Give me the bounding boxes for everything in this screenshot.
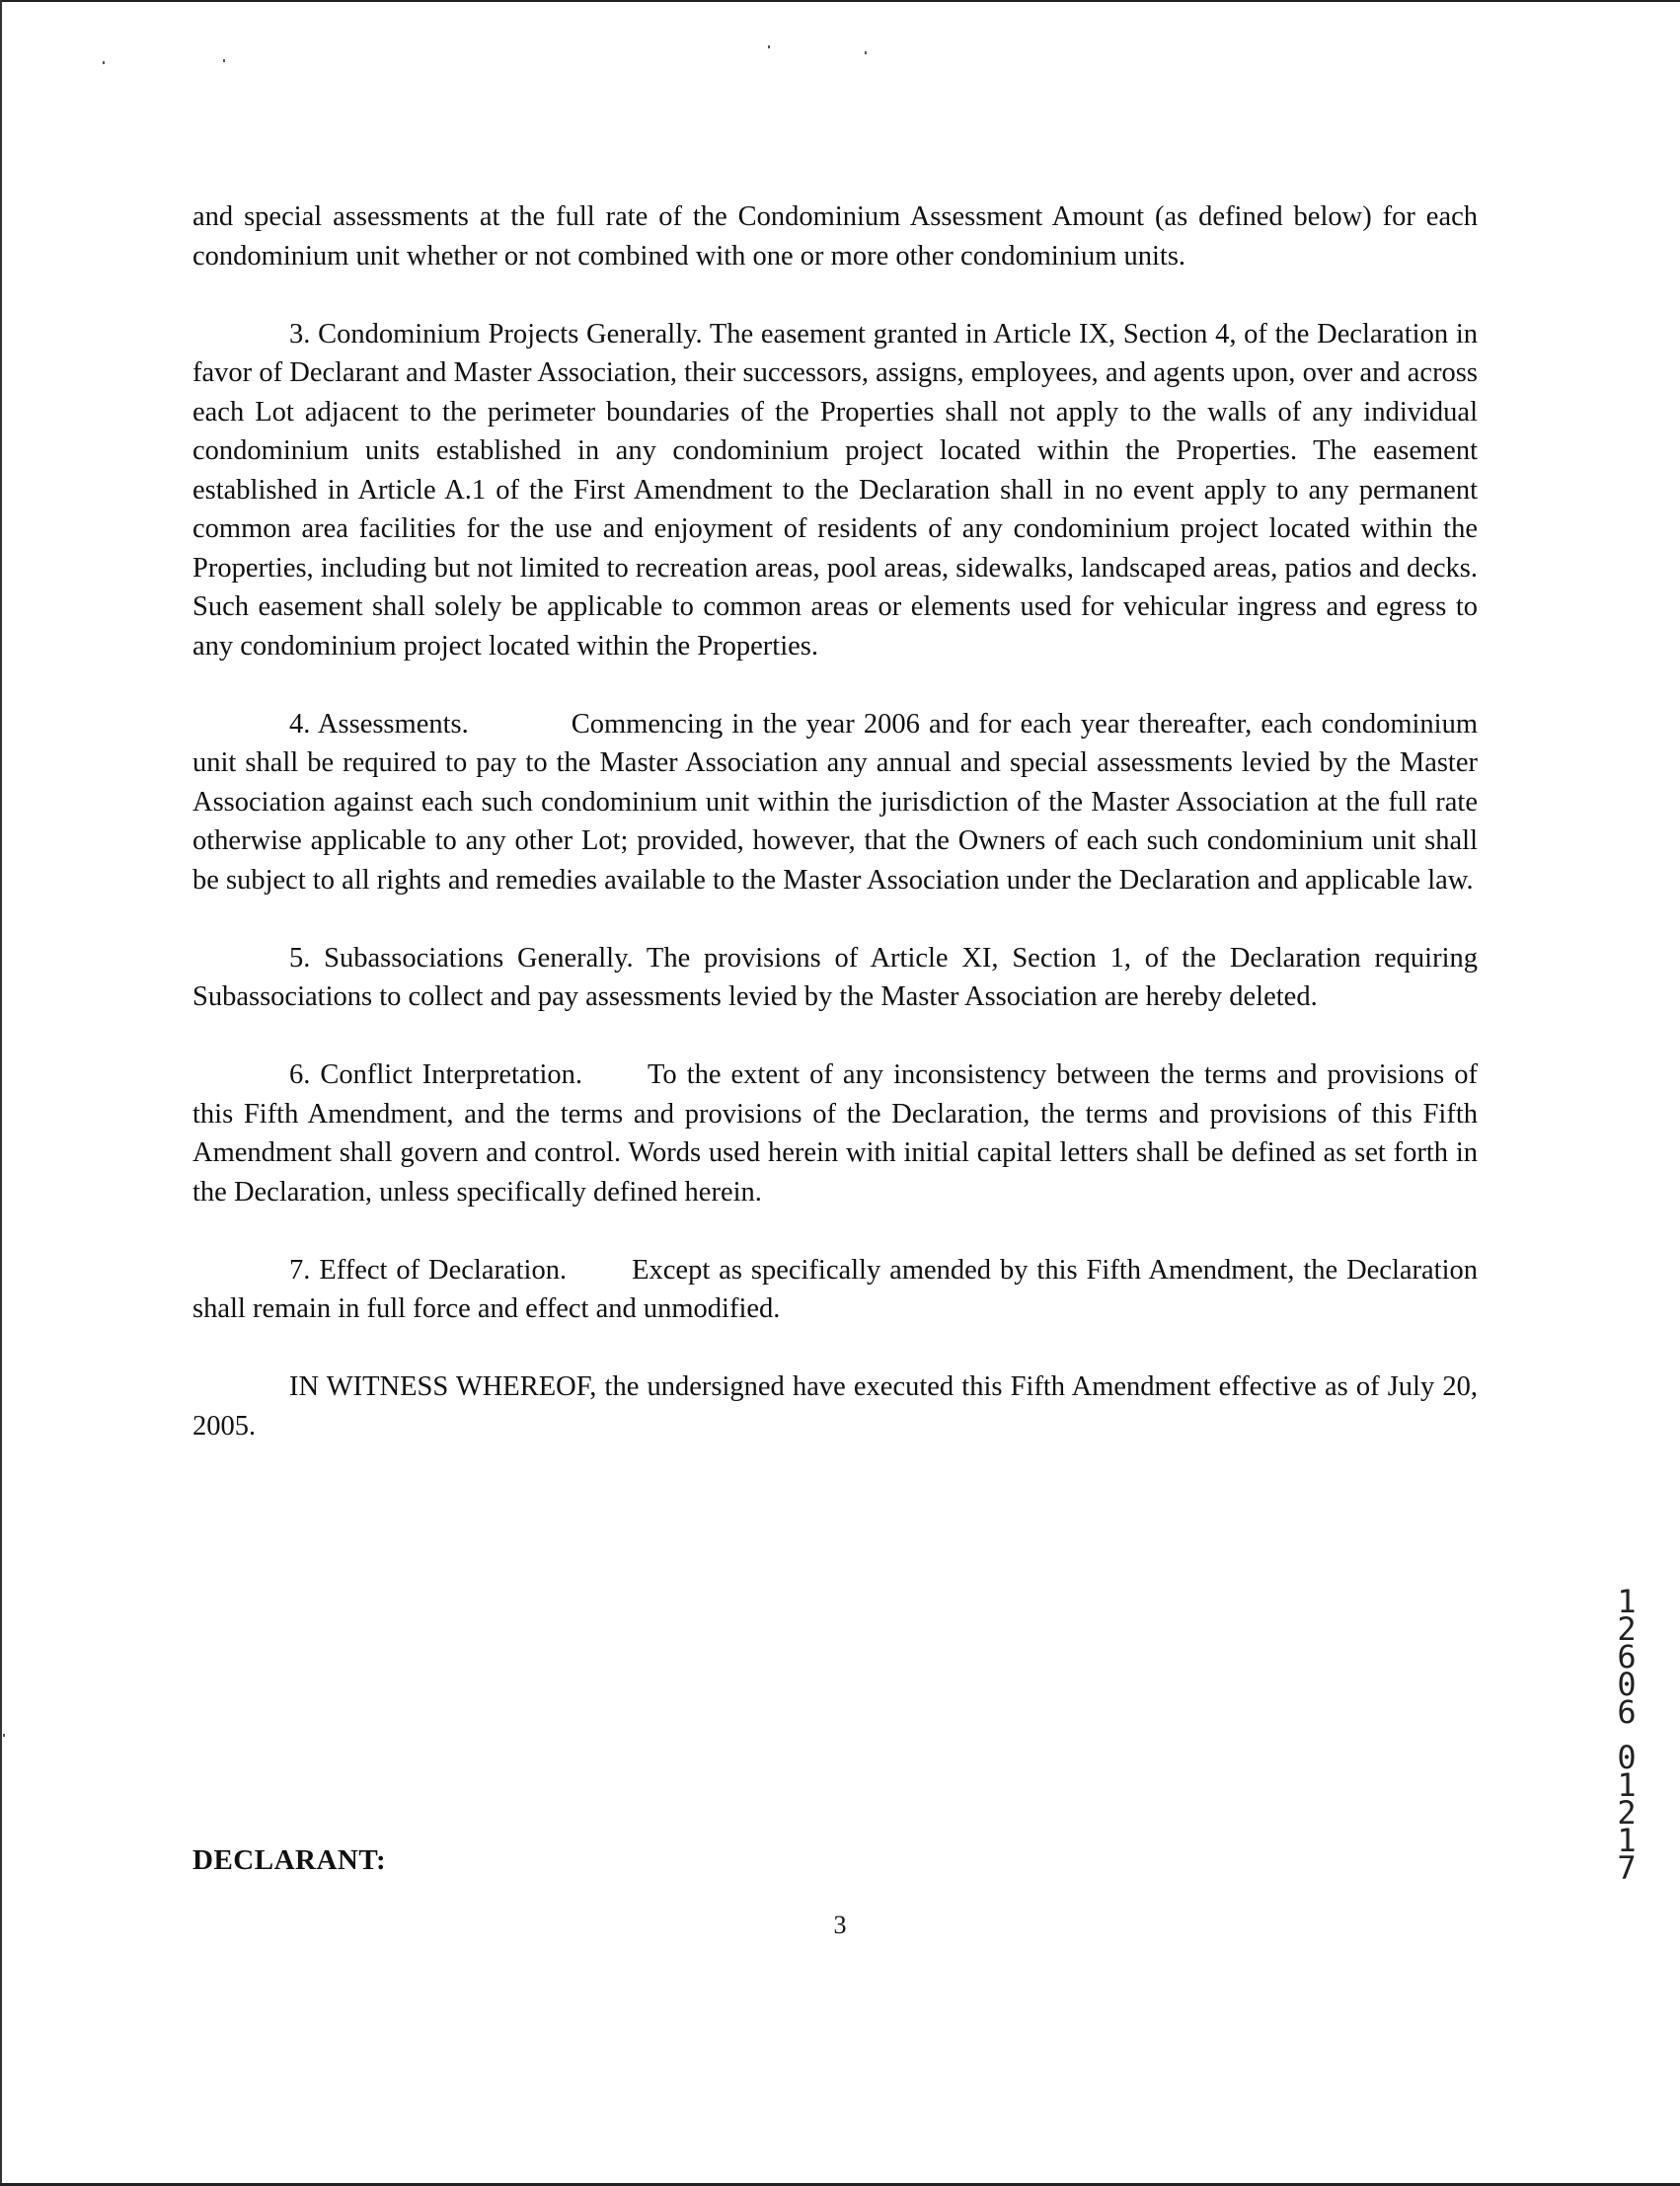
section-body: Commencing in the year 2006 and for each year thereafter, each condominium unit shall be required to pay to the Master Association any annual and special assessments levied by the Master Association against each such condominium unit within the jurisdiction of the Master Association at the full rate otherwise applicable to any other Lot; provided, however, that the Owners of each such condominium unit shall be subject to all rights and remedies available to the Master Association under the Declaration and applicable law. xyxy=(192,708,1478,896)
recording-digit: 1 xyxy=(1617,1766,1637,1804)
paragraph-assessments xyxy=(192,705,1478,900)
section-heading: 3. Condominium Projects Generally. xyxy=(289,318,703,350)
recording-digit: 1 xyxy=(1617,1822,1637,1859)
page-number: 3 xyxy=(833,1911,847,1939)
recording-number xyxy=(1607,1583,1646,1887)
scan-speck xyxy=(865,51,867,54)
section-heading: 6. Conflict Interpretation. xyxy=(289,1059,583,1090)
section-heading: 4. Assessments. xyxy=(289,708,469,740)
recording-digit: 2 xyxy=(1617,1610,1637,1648)
recording-digit: 0 xyxy=(1617,1666,1637,1703)
section-body: The provisions of Article XI, Section 1, of the Declaration requiring Subassociations to collect and pay assessments levied by the Master Association are hereby deleted. xyxy=(192,942,1478,1012)
scan-speck xyxy=(768,45,770,48)
paragraph-effect-of-declaration xyxy=(192,1251,1478,1329)
scan-edge-top xyxy=(0,0,1680,2)
section-body: Except as specifically amended by this Fifth Amendment, the Declaration shall remain in full force and effect and unmodified. xyxy=(192,1254,1479,1324)
recording-digit: 6 xyxy=(1617,1638,1637,1676)
paragraph-conflict-interpretation xyxy=(192,1055,1478,1211)
paragraph-assessments-continued: and special assessments at the full rate of the Condominium Assessment Amount (as defined below) for each condominium unit whether or not combined with one or more other condominium units. xyxy=(192,201,1478,272)
scan-speck xyxy=(3,1734,5,1737)
recording-digit: 2 xyxy=(1617,1794,1637,1832)
paragraph-subassociations xyxy=(192,939,1478,1017)
scan-speck xyxy=(103,61,105,64)
document-body xyxy=(192,197,1478,1485)
recording-digit: 7 xyxy=(1617,1849,1637,1887)
recording-digit: 1 xyxy=(1617,1583,1637,1620)
section-body: The easement granted in Article IX, Section 4, of the Declaration in favor of Declarant and Master Association, their successors, assigns, employees, and agents upon, over and across each Lot adjacent to the perimeter boundaries of the Properties shall not apply to the walls of any individual condominium units established in any condominium project located within the Properties. The easement established in Article A.1 of the First Amendment to the Declaration shall in no event apply to any permanent common area facilities for the use and enjoyment of residents of any condominium project located within the Properties, including but not limited to recreation areas, pool areas, sidewalks, landscaped areas, patios and decks. Such easement shall solely be applicable to common areas or elements used for vehicular ingress and egress to any condominium project located within the Properties. xyxy=(192,318,1478,662)
paragraph-condominium-projects xyxy=(192,315,1478,666)
recording-digit: 0 xyxy=(1617,1739,1637,1776)
scan-edge-left xyxy=(0,0,2,2186)
declarant-label: DECLARANT: xyxy=(192,1844,387,1876)
paragraph-in-witness-whereof: IN WITNESS WHEREOF, the undersigned have executed this Fifth Amendment effective as of July 20, 2005. xyxy=(192,1371,1478,1442)
section-heading: 7. Effect of Declaration. xyxy=(289,1254,568,1286)
recording-digit: 6 xyxy=(1617,1693,1637,1731)
scan-speck xyxy=(223,59,225,62)
section-heading: 5. Subassociations Generally. xyxy=(289,942,634,974)
section-body: To the extent of any inconsistency between the terms and provisions of this Fifth Amendment, and the terms and provisions of the Declaration, the terms and provisions of this Fifth Amendment shall govern and control. Words used herein with initial capital letters shall be defined as set forth in the Declaration, unless specifically defined herein. xyxy=(192,1059,1478,1208)
